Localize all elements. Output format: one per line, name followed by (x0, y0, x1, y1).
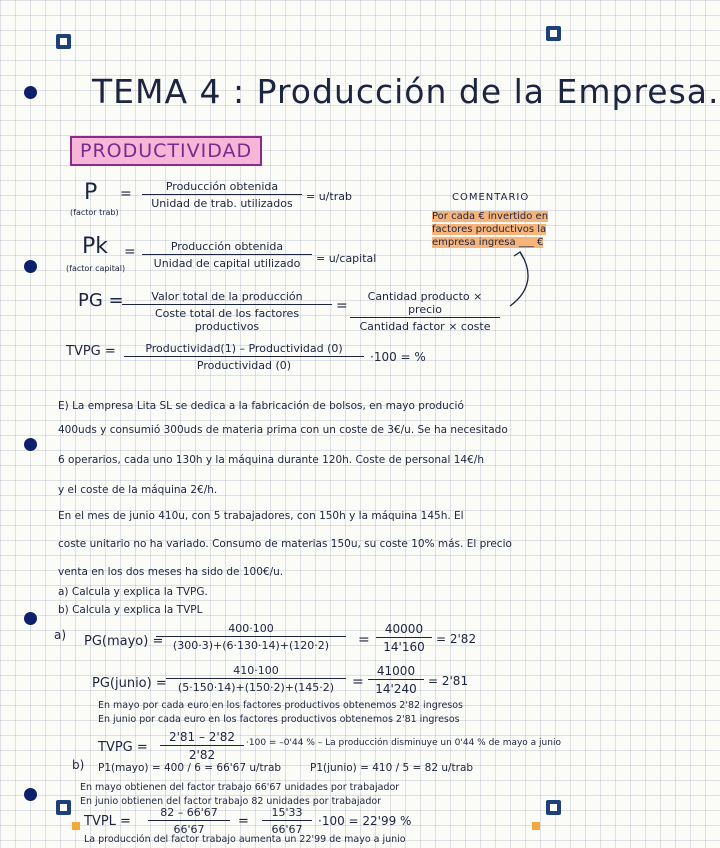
exercise-line: venta en los dos meses ha sido de 100€/u. (58, 566, 284, 578)
p-capital-sub: (factor capital) (66, 264, 126, 273)
binder-hole (24, 438, 37, 451)
pg-num: Valor total de la producción (122, 290, 332, 305)
pg-junio-num: 410·100 (166, 664, 346, 679)
comment-arrow (500, 250, 540, 310)
pg-mayo-label: PG(mayo) = (84, 634, 164, 649)
tvpg-calc-result: ·100 = –0'44 % – La producción disminuye un 0'44 % de mayo a junio (246, 738, 561, 748)
binder-hole (24, 260, 37, 273)
pg-junio-fraction (166, 664, 346, 694)
exercise-line: 6 operarios, cada uno 130h y la máquina durante 120h. Coste de personal 14€/h (58, 454, 484, 466)
exercise-line: E) La empresa Lita SL se dedica a la fabricación de bolsos, en mayo produció (58, 400, 464, 412)
pg-junio-eq: = (352, 674, 364, 690)
pg-fraction (122, 290, 332, 333)
pg-label: PG = (78, 290, 124, 311)
exercise-line: coste unitario no ha variado. Consumo de materias 150u, su coste 10% más. El precio (58, 538, 512, 550)
p-factor-num: Producción obtenida (142, 180, 302, 195)
pg-mayo-result: = 2'82 (436, 632, 477, 646)
solution-a-label: a) (54, 628, 67, 642)
p-factor-label: P (84, 180, 98, 205)
tvpg-calc-num: 2'81 – 2'82 (160, 730, 244, 746)
pg-junio-result: = 2'81 (428, 674, 469, 688)
pg-den: Coste total de los factores productivos (154, 307, 300, 333)
pg-mayo-num: 400·100 (156, 622, 346, 637)
solution-b-label: b) (72, 758, 85, 772)
pg-junio-den: (5·150·14)+(150·2)+(145·2) (177, 681, 335, 694)
tvpg-tail: ·100 = % (370, 350, 426, 364)
corner-mark-top-left (56, 34, 71, 49)
tvpl-den: 66'67 (173, 823, 205, 836)
p-factor-sub: (factor trab) (70, 208, 119, 217)
binder-hole (24, 612, 37, 625)
pg-mayo-fraction-2 (376, 622, 432, 654)
explanation-line: En junio obtienen del factor trabajo 82 unidades por trabajador (80, 796, 382, 807)
tvpg-num: Productividad(1) – Productividad (0) (124, 342, 364, 357)
p-capital-fraction (142, 240, 312, 270)
orange-marker (72, 822, 80, 830)
tvpl-eq: = (238, 814, 249, 829)
pl-junio: P1(junio) = 410 / 5 = 82 u/trab (310, 762, 474, 774)
pg-mayo-den2: 14'160 (383, 640, 425, 654)
pg-mayo-den: (300·3)+(6·130·14)+(120·2) (172, 639, 330, 652)
exercise-line: 400uds y consumió 300uds de materia prima con un coste de 3€/u. Se ha necesitado (58, 424, 508, 436)
pg-den2: Cantidad factor × coste (359, 320, 491, 333)
orange-marker (532, 822, 540, 830)
pg-junio-num2: 41000 (368, 664, 424, 680)
p-factor-den: Unidad de trab. utilizados (151, 197, 293, 210)
pg-mayo-fraction (156, 622, 346, 652)
exercise-line: En el mes de junio 410u, con 5 trabajadores, con 150h y la máquina 145h. El (58, 510, 464, 522)
comment-title: COMENTARIO (452, 192, 530, 203)
tvpg-fraction (124, 342, 364, 372)
binder-hole (24, 86, 37, 99)
pg-junio-den2: 14'240 (375, 682, 417, 696)
tvpl-num2: 15'33 (262, 806, 312, 821)
p-capital-label: Pk (82, 234, 109, 259)
tvpl-result: ·100 = 22'99 % (318, 814, 412, 828)
tvpl-label: TVPL = (84, 814, 131, 829)
pg-junio-fraction-2 (368, 664, 424, 696)
explanation-line: En mayo obtienen del factor trabajo 66'67 unidades por trabajador (80, 782, 400, 793)
p-factor-fraction (142, 180, 302, 210)
pg-num2: Cantidad producto × precio (350, 290, 500, 318)
final-conclusion: La producción del factor trabajo aumenta un 22'99 de mayo a junio (84, 834, 406, 845)
equals-sign: = (120, 186, 132, 202)
pg-fraction-2 (350, 290, 500, 333)
binder-hole (24, 788, 37, 801)
corner-mark-bottom-right (546, 800, 561, 815)
tvpg-calc-den: 2'82 (188, 748, 216, 762)
tvpl-num: 82 – 66'67 (148, 806, 230, 821)
p-capital-unit: = u/capital (316, 252, 377, 265)
exercise-line: a) Calcula y explica la TVPG. (58, 586, 208, 598)
p-factor-unit: = u/trab (306, 190, 352, 203)
corner-mark-top-right (546, 26, 561, 41)
explanation-line: En mayo por cada euro en los factores productivos obtenemos 2'82 ingresos (98, 700, 463, 711)
p-capital-num: Producción obtenida (142, 240, 312, 255)
pg-junio-label: PG(junio) = (92, 676, 167, 691)
equals-sign: = (124, 244, 136, 260)
p-capital-den: Unidad de capital utilizado (153, 257, 301, 270)
tvpl-fraction (148, 806, 230, 836)
tvpl-fraction-2 (262, 806, 312, 836)
exercise-line: y el coste de la máquina 2€/h. (58, 484, 218, 496)
page-title: TEMA 4 : Producción de la Empresa. (92, 72, 720, 111)
comment-box (432, 210, 572, 249)
tvpg-calc-label: TVPG = (98, 740, 148, 755)
tvpl-den2: 66'67 (271, 823, 303, 836)
exercise-line: b) Calcula y explica la TVPL (58, 604, 203, 616)
tvpg-calc-fraction (160, 730, 244, 762)
section-title: PRODUCTIVIDAD (70, 136, 262, 166)
tvpg-den: Productividad (0) (196, 359, 292, 372)
explanation-line: En junio por cada euro en los factores productivos obtenemos 2'81 ingresos (98, 714, 460, 725)
pl-mayo: P1(mayo) = 400 / 6 = 66'67 u/trab (98, 762, 282, 774)
tvpg-label: TVPG = (66, 344, 116, 359)
pg-mayo-eq: = (358, 632, 370, 648)
pg-mayo-num2: 40000 (376, 622, 432, 638)
pg-eq: = (336, 298, 348, 314)
corner-mark-bottom-left (56, 800, 71, 815)
comment-text: Por cada € invertido en factores productivos la empresa ingresa ___ € (432, 211, 549, 248)
